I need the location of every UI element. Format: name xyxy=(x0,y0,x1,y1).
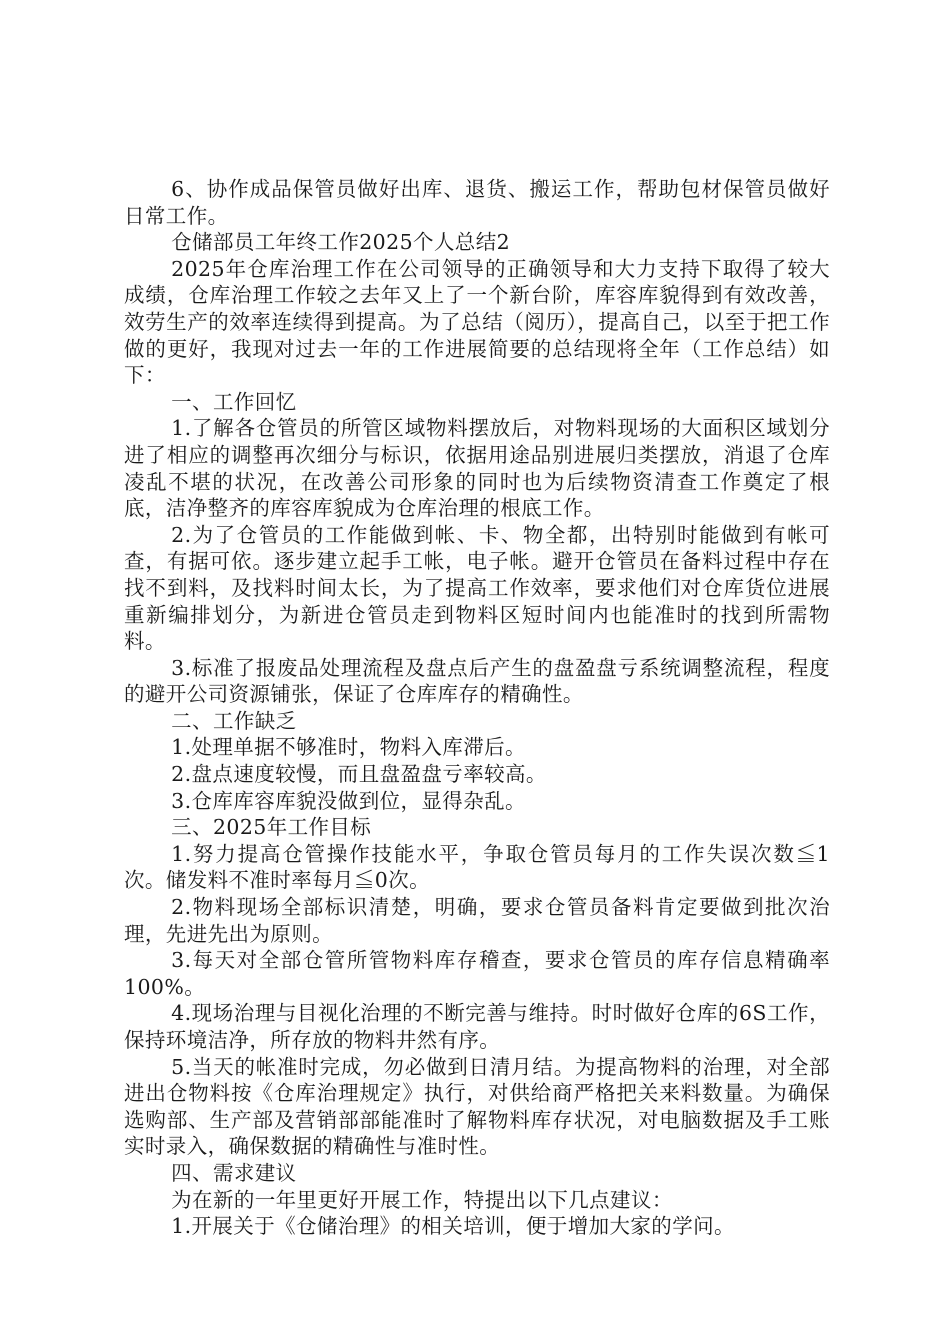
goal-item-5: 5.当天的帐准时完成，勿必做到日清月结。为提高物料的治理，对全部进出仓物料按《仓库治理规定》执行，对供给商严格把关来料数量。为确保选购部、生产部及营销部部能准时了解物料库存状况，对电脑数据及手工账实时录入，确保数据的精确性与准时性。 xyxy=(124,1054,830,1159)
intro-paragraph: 2025年仓库治理工作在公司领导的正确领导和大力支持下取得了较大成绩，仓库治理工作较之去年又上了一个新台阶，库容库貌得到有效改善，效劳生产的效率连续得到提高。为了总结（阅历），提高自己，以至于把工作做的更好，我现对过去一年的工作进展简要的总结现将全年（工作总结）如下： xyxy=(124,256,830,388)
section-title: 仓储部员工年终工作2025个人总结2 xyxy=(171,230,511,255)
review-item-1: 1.了解各仓管员的所管区域物料摆放后，对物料现场的大面积区域划分进了相应的调整再次细分与标识，依据用途品别进展归类摆放，消退了仓库凌乱不堪的状况，在改善公司形象的同时也为后续物资清查工作奠定了根底，洁净整齐的库容库貌成为仓库治理的根底工作。 xyxy=(124,416,830,521)
document-body xyxy=(124,176,830,1240)
goal-item-1: 1.努力提高仓管操作技能水平，争取仓管员每月的工作失误次数≦1次。储发料不准时率每月≦0次。 xyxy=(124,841,830,893)
heading-suggestions: 四、需求建议 xyxy=(171,1160,297,1185)
review-item-3: 3.标准了报废品处理流程及盘点后产生的盘盈盘亏系统调整流程，程度的避开公司资源铺张，保证了仓库库存的精确性。 xyxy=(124,655,830,707)
heading-goals: 三、2025年工作目标 xyxy=(171,815,372,840)
goal-item-4: 4.现场治理与目视化治理的不断完善与维持。时时做好仓库的6S工作，保持环境洁净，所存放的物料井然有序。 xyxy=(124,1001,830,1052)
goal-item-3: 3.每天对全部仓管所管物料库存稽查，要求仓管员的库存信息精确率100%。 xyxy=(124,948,830,999)
review-item-2: 2.为了仓管员的工作能做到帐、卡、物全都，出特别时能做到有帐可查，有据可依。逐步建立起手工帐，电子帐。避开仓管员在备料过程中存在找不到料，及找料时间太长，为了提高工作效率，要求他们对仓库货位进展重新编排划分，为新进仓管员走到物料区短时间内也能准时的找到所需物料。 xyxy=(124,522,830,654)
paragraph-item-6: 6、协作成品保管员做好出库、退货、搬运工作，帮助包材保管员做好日常工作。 xyxy=(124,177,830,228)
suggestion-item-1: 1.开展关于《仓储治理》的相关培训，便于增加大家的学问。 xyxy=(171,1214,735,1239)
heading-shortcomings: 二、工作缺乏 xyxy=(171,708,297,733)
suggestions-intro: 为在新的一年里更好开展工作，特提出以下几点建议： xyxy=(171,1187,673,1212)
heading-work-review: 一、工作回忆 xyxy=(171,389,297,414)
shortcoming-item-3: 3.仓库库容库貌没做到位，显得杂乱。 xyxy=(171,788,526,813)
shortcoming-item-2: 2.盘点速度较慢，而且盘盈盘亏率较高。 xyxy=(171,762,547,787)
shortcoming-item-1: 1.处理单据不够准时，物料入库滞后。 xyxy=(171,735,526,760)
goal-item-2: 2.物料现场全部标识清楚，明确，要求仓管员备料肯定要做到批次治理，先进先出为原则。 xyxy=(124,895,830,946)
